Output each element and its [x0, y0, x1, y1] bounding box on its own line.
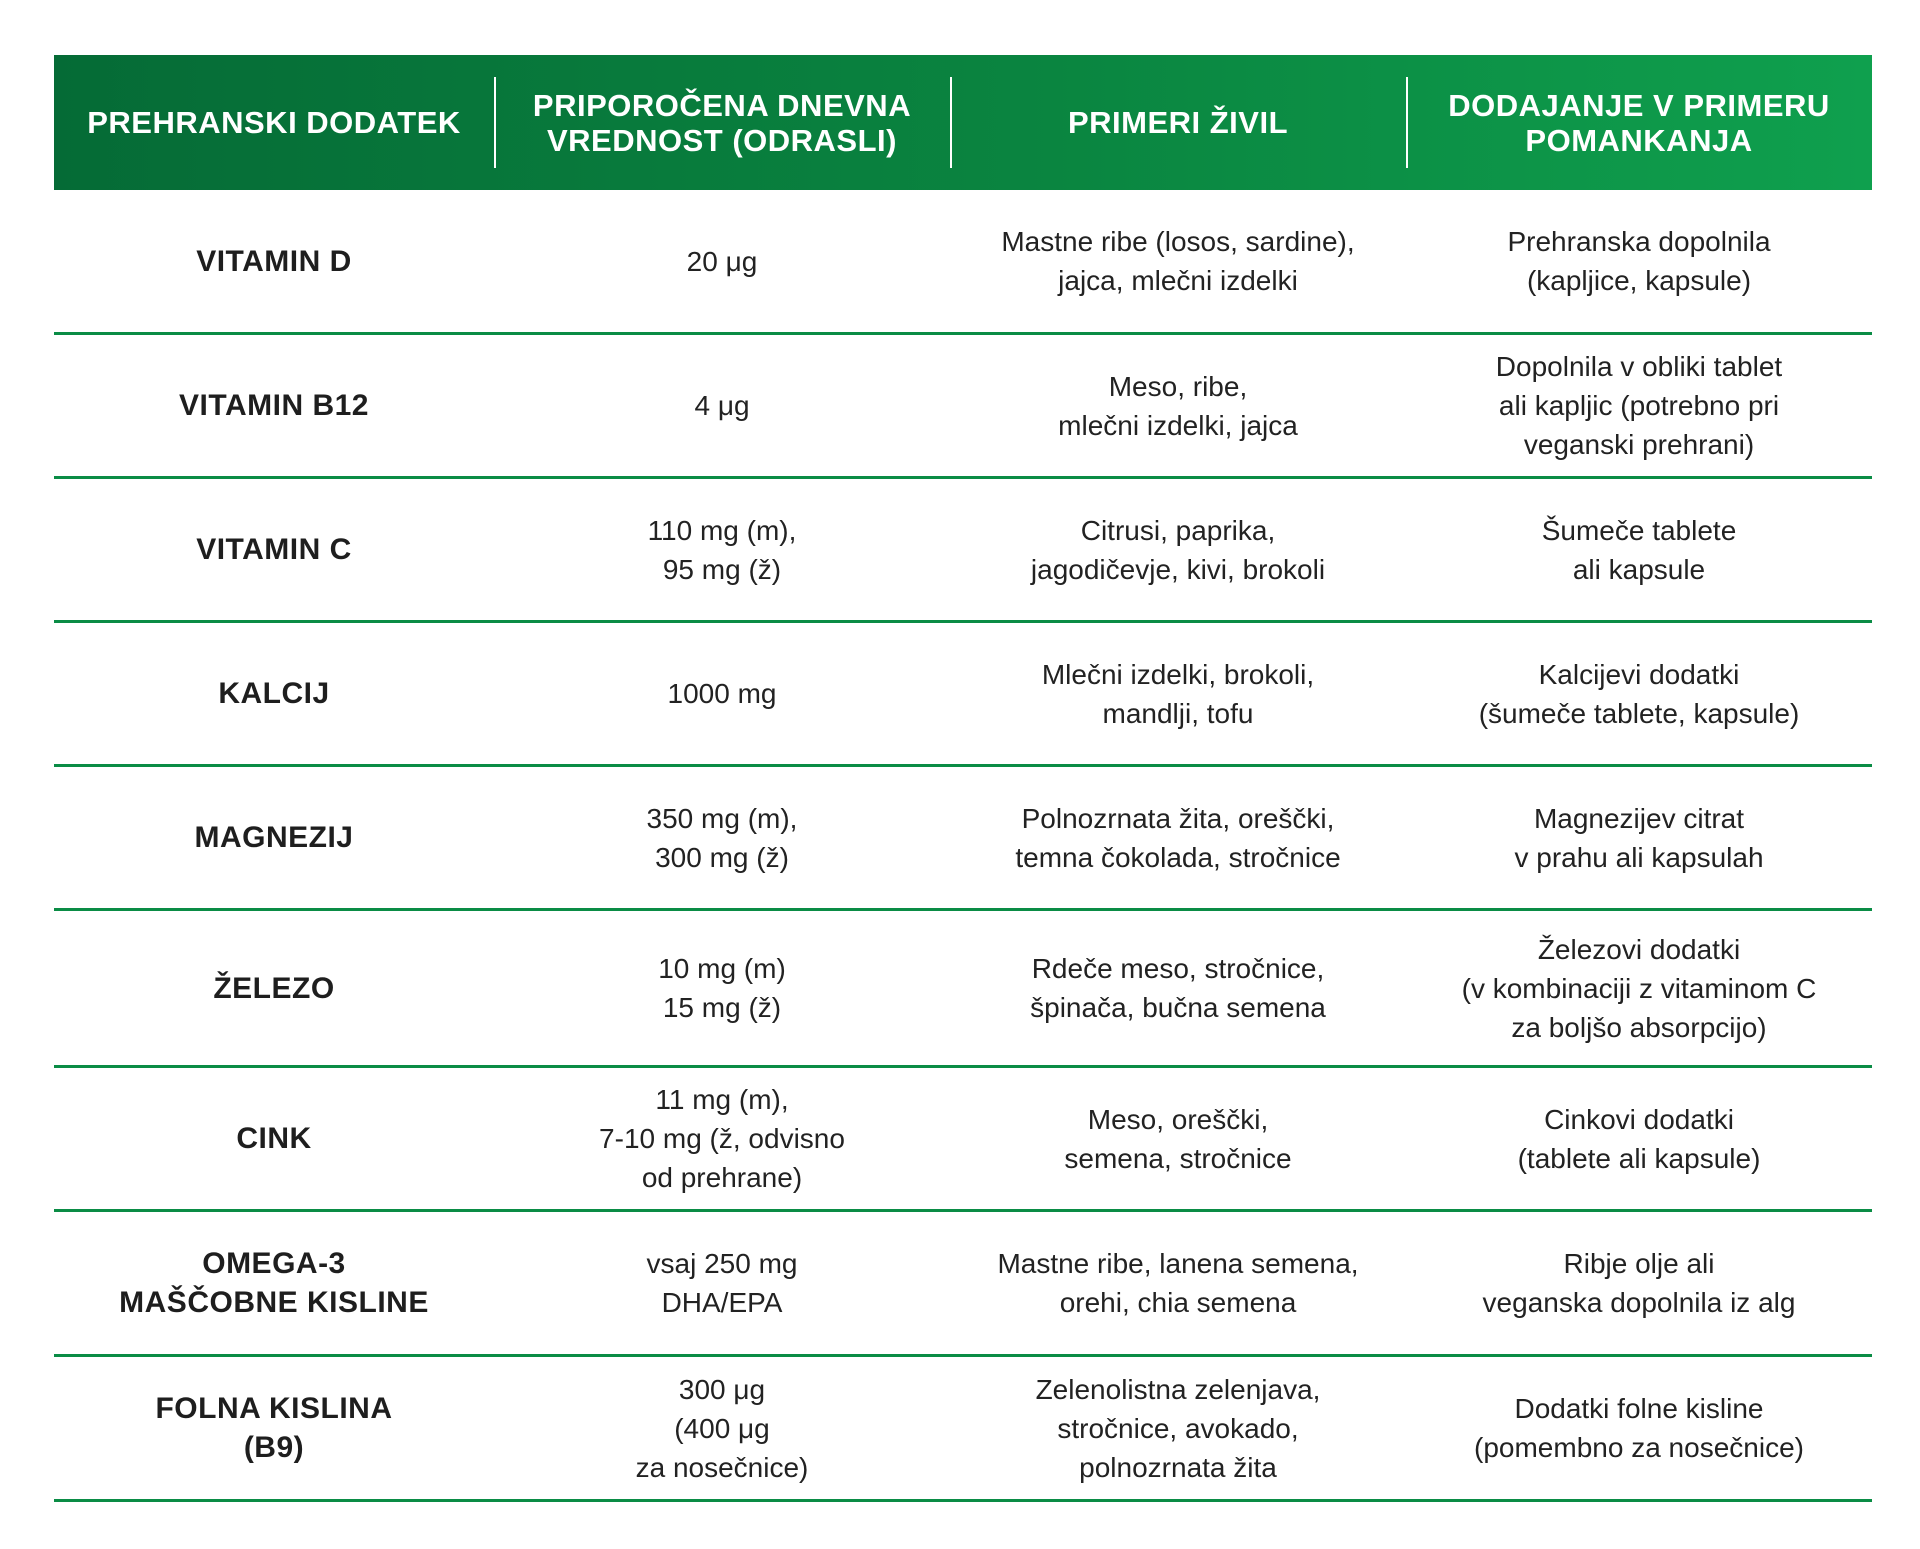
header-supplementation: DODAJANJE V PRIMERU POMANKANJA [1406, 55, 1872, 190]
table-row [54, 1212, 1872, 1357]
daily-value: 350 mg (m), 300 mg (ž) [646, 802, 798, 873]
table-row [54, 767, 1872, 911]
table-row [54, 335, 1872, 479]
daily-value: 10 mg (m) 15 mg (ž) [658, 953, 786, 1023]
supplements-table [54, 55, 1872, 1502]
supplementation: Prehranska dopolnila (kapljice, kapsule) [1507, 226, 1771, 296]
table-row [54, 911, 1872, 1068]
table-row [54, 190, 1872, 335]
supplement-name: VITAMIN D [196, 244, 352, 278]
daily-value: 1000 mg [667, 678, 777, 709]
header-food-examples: PRIMERI ŽIVIL [950, 55, 1406, 190]
header-supplement: PREHRANSKI DODATEK [87, 105, 461, 140]
supplement-name: CINK [236, 1122, 312, 1155]
supplementation: Magnezijev citrat v prahu ali kapsulah [1514, 802, 1764, 873]
table-row [54, 623, 1872, 767]
food-examples: Polnozrnata žita, oreščki, temna čokolada, stročnice [1015, 802, 1341, 873]
supplement-name: MAGNEZIJ [194, 821, 354, 854]
food-examples: Mlečni izdelki, brokoli, mandlji, tofu [1041, 658, 1315, 729]
supplementation: Železovi dodatki (v kombinaciji z vitaminom C za boljšo absorpcijo) [1461, 933, 1817, 1043]
supplement-name: VITAMIN C [196, 533, 352, 566]
supplement-name: KALCIJ [218, 677, 330, 710]
supplementation: Cinkovi dodatki (tablete ali kapsule) [1517, 1103, 1761, 1174]
table-row [54, 479, 1872, 623]
table-row [54, 1357, 1872, 1502]
daily-value: 20 μg [686, 245, 758, 277]
supplementation: Ribje olje ali veganska dopolnila iz alg [1482, 1248, 1796, 1318]
supplement-name: ŽELEZO [213, 971, 335, 1005]
header-daily-value: PRIPOROČENA DNEVNA VREDNOST (ODRASLI) [494, 55, 950, 190]
food-examples: Mastne ribe (losos, sardine), jajca, mlečni izdelki [1001, 226, 1355, 296]
supplementation: Šumeče tablete ali kapsule [1541, 514, 1737, 585]
food-examples: Meso, ribe, mlečni izdelki, jajca [1058, 370, 1298, 441]
daily-value: 110 mg (m), 95 mg (ž) [647, 514, 797, 585]
food-examples: Meso, oreščki, semena, stročnice [1064, 1103, 1292, 1174]
supplementation: Dopolnila v obliki tablet ali kapljic (potrebno pri veganski prehrani) [1495, 351, 1783, 460]
supplement-name: VITAMIN B12 [179, 389, 369, 422]
daily-value: vsaj 250 mg DHA/EPA [646, 1248, 798, 1318]
daily-value: 11 mg (m), 7-10 mg (ž, odvisno od prehrane) [599, 1084, 845, 1193]
food-examples: Rdeče meso, stročnice, špinača, bučna semena [1030, 953, 1326, 1023]
supplement-name: FOLNA KISLINA (B9) [155, 1392, 393, 1464]
supplement-name: OMEGA-3 MAŠČOBNE KISLINE [119, 1247, 429, 1319]
daily-value: 4 μg [694, 390, 750, 421]
table-row [54, 1068, 1872, 1212]
supplementation: Dodatki folne kisline (pomembno za nosečnice) [1474, 1393, 1804, 1463]
food-examples: Zelenolistna zelenjava, stročnice, avokado, polnozrnata žita [1035, 1373, 1321, 1483]
supplementation: Kalcijevi dodatki (šumeče tablete, kapsule) [1478, 658, 1800, 729]
food-examples: Citrusi, paprika, jagodičevje, kivi, brokoli [1030, 514, 1326, 585]
daily-value: 300 μg (400 μg za nosečnice) [635, 1373, 809, 1483]
food-examples: Mastne ribe, lanena semena, orehi, chia semena [997, 1248, 1359, 1318]
table-header [54, 55, 1872, 190]
